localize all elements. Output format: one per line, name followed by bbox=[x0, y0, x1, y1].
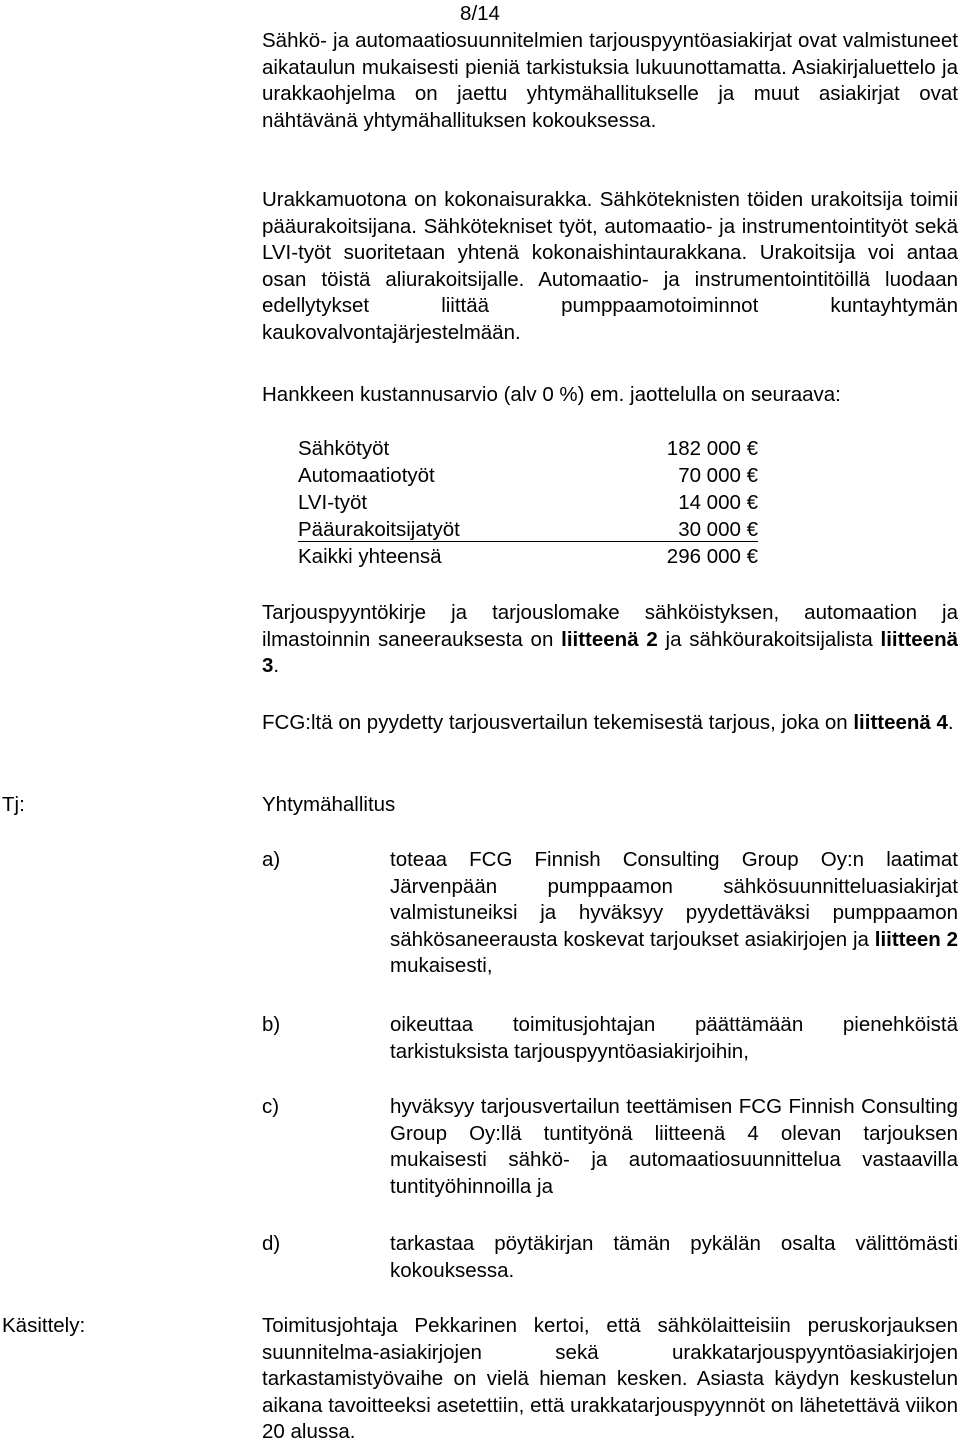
attachment-ref: liitteenä 3 bbox=[262, 627, 958, 677]
attachment-ref: liitteen 2 bbox=[874, 927, 958, 951]
discussion-label: Käsittely: bbox=[2, 1314, 86, 1337]
page-number: 8/14 bbox=[460, 2, 500, 25]
cost-name: Pääurakoitsijatyöt bbox=[298, 518, 460, 541]
attachment-ref: liitteenä 4 bbox=[853, 711, 948, 734]
cost-name: LVI-työt bbox=[298, 491, 368, 514]
proposal-label: Tj: bbox=[2, 793, 25, 816]
cost-amount: 30 000 € bbox=[678, 518, 758, 541]
cost-amount: 182 000 € bbox=[666, 437, 758, 460]
proposal-item-letter: b) bbox=[262, 1013, 281, 1036]
cost-name: Kaikki yhteensä bbox=[298, 545, 442, 568]
attachment-ref: liitteenä 2 bbox=[561, 627, 658, 651]
text-segment: ja sähköurakoitsijalista bbox=[657, 627, 881, 651]
cost-name: Automaatiotyöt bbox=[298, 464, 435, 487]
intro-paragraph-cost-estimate: Hankkeen kustannusarvio (alv 0 %) em. jaottelulla on seuraava: bbox=[262, 383, 841, 406]
cost-amount: 296 000 € bbox=[666, 545, 758, 568]
cost-row-electrical bbox=[298, 435, 758, 462]
proposal-item-b: oikeuttaa toimitusjohtajan päättämään pienehköistä tarkistuksista tarjouspyyntöasiakirjoihin, bbox=[390, 1013, 958, 1063]
text-segment: mukaisesti, bbox=[390, 954, 493, 977]
text-segment: . bbox=[947, 711, 954, 734]
proposal-item-c: hyväksyy tarjousvertailun teettämisen FCG Finnish Consulting Group Oy:llä tuntityönä liitteenä 4 olevan tarjouksen mukaisesti sähkö- ja automaatiosuunnittelua vastaavilla tuntityöhinnoilla ja bbox=[390, 1095, 958, 1198]
discussion-paragraph: Toimitusjohtaja Pekkarinen kertoi, että sähkölaitteisiin peruskorjauksen suunnitelma-asiakirjojen sekä urakkatarjouspyyntöasiakirjojen tarkastamistyövaihe on vielä hieman kesken. Asiasta käydyn keskustelun aikana tavoitteeksi asetettiin, että urakkatarjouspyynnöt on lähetettävä viikon 20 alussa. bbox=[262, 1314, 958, 1443]
cost-row-total bbox=[298, 543, 758, 570]
cost-row-automation bbox=[298, 462, 758, 489]
text-segment: toteaa FCG Finnish Consulting Group Oy:n laatimat Järvenpään pumppaamon sähkösuunnitteluasiakirjat valmistuneiksi ja hyväksyy pyydettäväksi pumppaamon sähkösaneerausta koskevat tarjoukset asiakirjojen ja bbox=[390, 848, 958, 951]
intro-paragraph-documents: Sähkö- ja automaatiosuunnitelmien tarjouspyyntöasiakirjat ovat valmistuneet aikataulun mukaisesti pieniä tarkistuksia lukuunottamatta. Asiakirjaluettelo ja urakkaohjelma on jaettu yhtymähallitukselle ja muut asiakirjat ovat nähtävänä yhtymähallituksen kokouksessa. bbox=[262, 29, 958, 132]
text-segment: . bbox=[273, 654, 280, 677]
cost-amount: 14 000 € bbox=[678, 491, 758, 514]
cost-name: Sähkötyöt bbox=[298, 437, 390, 460]
cost-row-main-contractor bbox=[298, 516, 758, 542]
attachment-paragraph-request bbox=[262, 600, 958, 680]
proposal-item-letter: c) bbox=[262, 1095, 280, 1118]
proposal-item-letter: d) bbox=[262, 1232, 281, 1255]
cost-amount: 70 000 € bbox=[678, 464, 758, 487]
proposal-item-letter: a) bbox=[262, 848, 281, 871]
attachment-paragraph-fcg bbox=[262, 710, 958, 737]
text-segment: FCG:ltä on pyydetty tarjousvertailun tekemisestä tarjous, joka on bbox=[262, 711, 854, 734]
cost-row-hvac bbox=[298, 489, 758, 516]
proposal-item-a bbox=[390, 847, 958, 980]
text-segment: Tarjouspyyntökirje ja tarjouslomake sähköistyksen, automaation ja ilmastoinnin saneerauksesta on bbox=[262, 601, 958, 651]
proposal-addressee: Yhtymähallitus bbox=[262, 793, 396, 816]
intro-paragraph-contract-form: Urakkamuotona on kokonaisurakka. Sähköteknisten töiden urakoitsija toimii pääurakoitsijana. Sähkötekniset työt, automaatio- ja instrumentointityöt sekä LVI-työt suoritetaan yhtenä kokonaishintaurakkana. Urakoitsija voi antaa osan töistä aliurakoitsijalle. Automaatio- ja instrumentointitöillä luodaan edellytykset liittää pumppaamotoiminnot kuntayhtymän kaukovalvontajärjestelmään. bbox=[262, 188, 958, 344]
proposal-item-d: tarkastaa pöytäkirjan tämän pykälän osalta välittömästi kokouksessa. bbox=[390, 1232, 958, 1282]
